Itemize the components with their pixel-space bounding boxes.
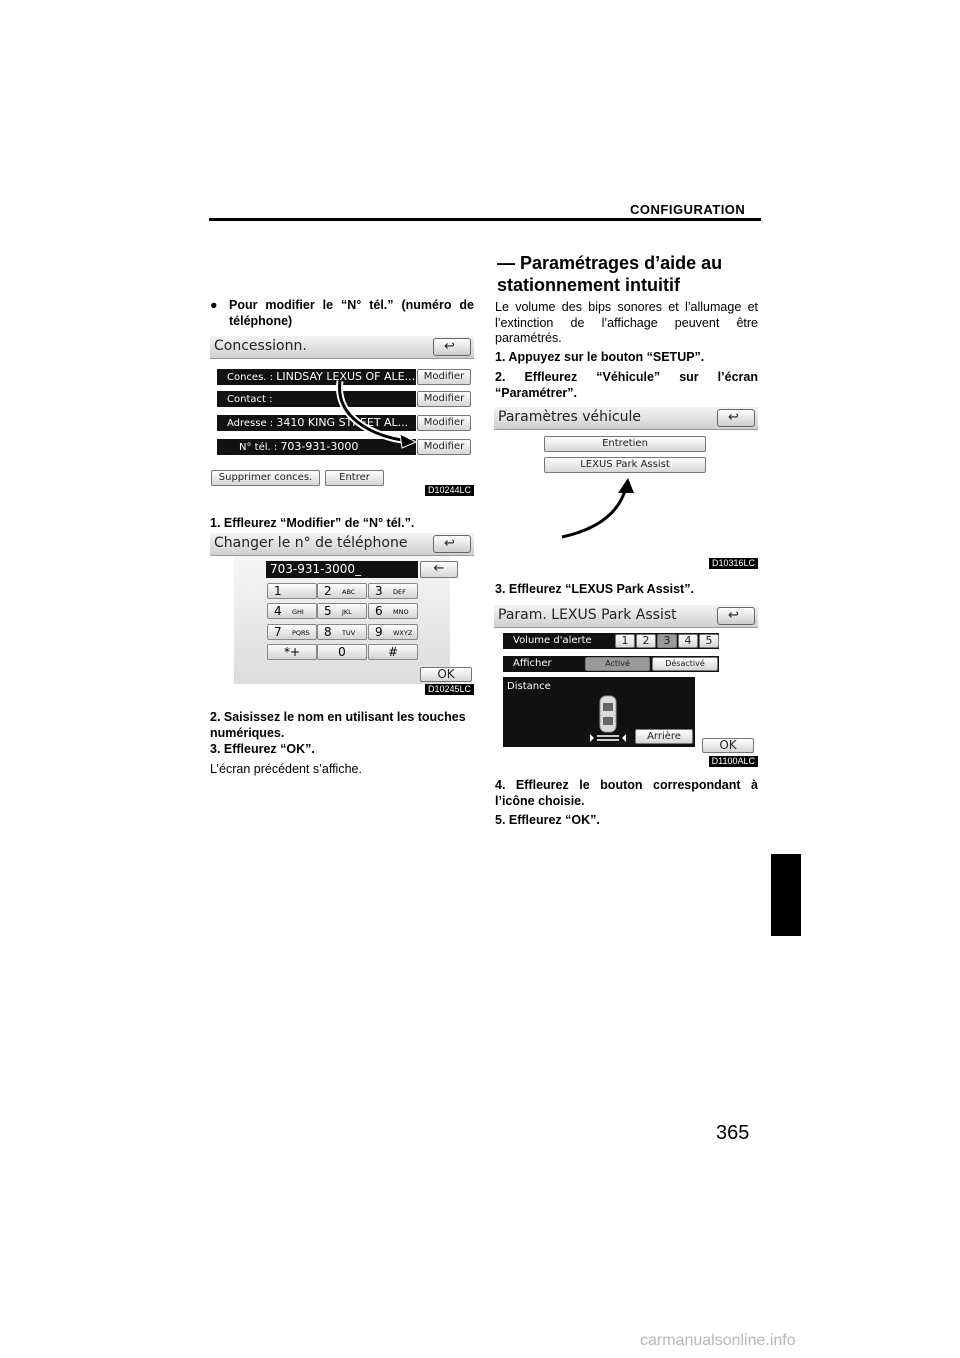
phone-titlebar (210, 533, 474, 556)
backspace-button[interactable] (420, 561, 458, 578)
volume-level-3[interactable]: 3 (657, 634, 677, 648)
back-button[interactable] (433, 535, 471, 553)
step-3-right: 3. Effleurez “LEXUS Park Assist”. (495, 582, 694, 596)
step-5-right: 5. Effleurez “OK”. (495, 813, 600, 827)
key-7[interactable]: 7 PQRS (267, 624, 317, 640)
arrow-icon (554, 475, 644, 545)
section-title-line1: — Paramétrages d’aide au (497, 253, 723, 273)
volume-level-4[interactable]: 4 (678, 634, 698, 648)
back-icon: ↩ (728, 607, 739, 622)
dealer-screen (210, 336, 474, 498)
step-2-left: 2. Saisissez le nom en utilisant les touches numériques. (210, 710, 466, 740)
key-9[interactable]: 9 WXYZ (368, 624, 418, 640)
step-3-left: 3. Effleurez “OK”. (210, 742, 315, 756)
result-text: L’écran précédent s’affiche. (210, 762, 362, 776)
intro-text: Le volume des bips sonores et l’allumage et l’extinction de l’affichage peuvent être paramétrés. (495, 300, 758, 345)
volume-level-5[interactable]: 5 (699, 634, 719, 648)
figure-code: D1100ALC (709, 756, 758, 767)
car-icon (589, 693, 633, 745)
bullet-text: Pour modifier le “N° tél.” (numéro de téléphone) (229, 298, 474, 328)
bullet-icon: ● (210, 298, 218, 312)
phone-screen-title: Changer le n° de téléphone (214, 535, 408, 551)
dealer-row-name: Conces. : LINDSAY LEXUS OF ALE... (217, 369, 416, 385)
display-label: Afficher (503, 656, 583, 672)
volume-label: Volume d'alerte (503, 633, 613, 649)
distance-panel (503, 677, 695, 747)
park-assist-screen (494, 605, 758, 767)
ok-button[interactable]: OK (420, 667, 472, 682)
key-1[interactable]: 1 (267, 583, 317, 599)
maintenance-button[interactable]: Entretien (544, 436, 706, 452)
key-hash[interactable]: # (368, 644, 418, 660)
modify-address-button[interactable]: Modifier (417, 415, 471, 431)
header-rule (209, 218, 761, 221)
back-icon: ↩ (444, 338, 455, 353)
section-title (497, 252, 722, 296)
display-on-button[interactable]: Activé (585, 657, 650, 671)
rear-button[interactable]: Arrière (635, 729, 693, 744)
vehicle-screen-title: Paramètres véhicule (498, 409, 642, 425)
key-2[interactable]: 2 ABC (317, 583, 367, 599)
volume-level-2[interactable]: 2 (636, 634, 656, 648)
ok-button[interactable]: OK (702, 738, 754, 753)
modify-name-button[interactable]: Modifier (417, 369, 471, 385)
step-2-right: 2. Effleurez “Véhicule” sur l’écran “Paramétrer”. (495, 370, 758, 400)
distance-label: Distance (507, 681, 551, 692)
page-number: 365 (716, 1122, 750, 1144)
dealer-row-phone: N° tél. : 703-931-3000 (217, 439, 416, 455)
vehicle-settings-screen (494, 407, 758, 569)
back-icon: ↩ (444, 535, 455, 550)
modify-phone-button[interactable]: Modifier (417, 439, 471, 455)
dealer-row-contact: Contact : (217, 391, 416, 407)
key-3[interactable]: 3 DEF (368, 583, 418, 599)
park-assist-screen-title: Param. LEXUS Park Assist (498, 607, 677, 623)
back-icon: ↩ (728, 409, 739, 424)
back-button[interactable] (717, 409, 755, 427)
figure-code: D10245LC (425, 684, 474, 695)
delete-dealer-button[interactable]: Supprimer conces. (211, 470, 320, 486)
phone-input-field[interactable]: 703-931-3000_ (266, 561, 418, 578)
key-5[interactable]: 5 JKL (317, 603, 367, 619)
figure-code: D10244LC (425, 485, 474, 496)
key-8[interactable]: 8 TUV (317, 624, 367, 640)
park-assist-button[interactable]: LEXUS Park Assist (544, 457, 706, 473)
enter-button[interactable]: Entrer (325, 470, 384, 486)
figure-code: D10316LC (709, 558, 758, 569)
chapter-tab (771, 854, 801, 936)
volume-level-1[interactable]: 1 (615, 634, 635, 648)
section-title-line2: stationnement intuitif (497, 275, 680, 295)
display-off-button[interactable]: Désactivé (652, 657, 718, 671)
watermark: carmanualsonline.info (640, 1332, 796, 1349)
arrow-icon (330, 376, 420, 451)
backspace-icon: ← (433, 561, 445, 576)
back-button[interactable] (433, 338, 471, 356)
step-1-right: 1. Appuyez sur le bouton “SETUP”. (495, 350, 705, 364)
step-4-right: 4. Effleurez le bouton correspondant à l’icône choisie. (495, 778, 758, 808)
key-0[interactable]: 0 (317, 644, 367, 660)
vehicle-titlebar (494, 407, 758, 430)
section-header: CONFIGURATION (630, 202, 746, 217)
back-button[interactable] (717, 607, 755, 625)
modify-contact-button[interactable]: Modifier (417, 391, 471, 407)
key-4[interactable]: 4 GHI (267, 603, 317, 619)
dealer-titlebar (210, 336, 474, 359)
step-1-left: 1. Effleurez “Modifier” de “N° tél.”. (210, 516, 415, 530)
dealer-screen-title: Concessionn. (214, 338, 307, 354)
key-6[interactable]: 6 MNO (368, 603, 418, 619)
phone-edit-screen (210, 533, 474, 695)
park-assist-titlebar (494, 605, 758, 628)
key-star-plus[interactable]: *+ (267, 644, 317, 660)
dealer-row-address: Adresse : 3410 KING STREET AL... (217, 415, 416, 431)
